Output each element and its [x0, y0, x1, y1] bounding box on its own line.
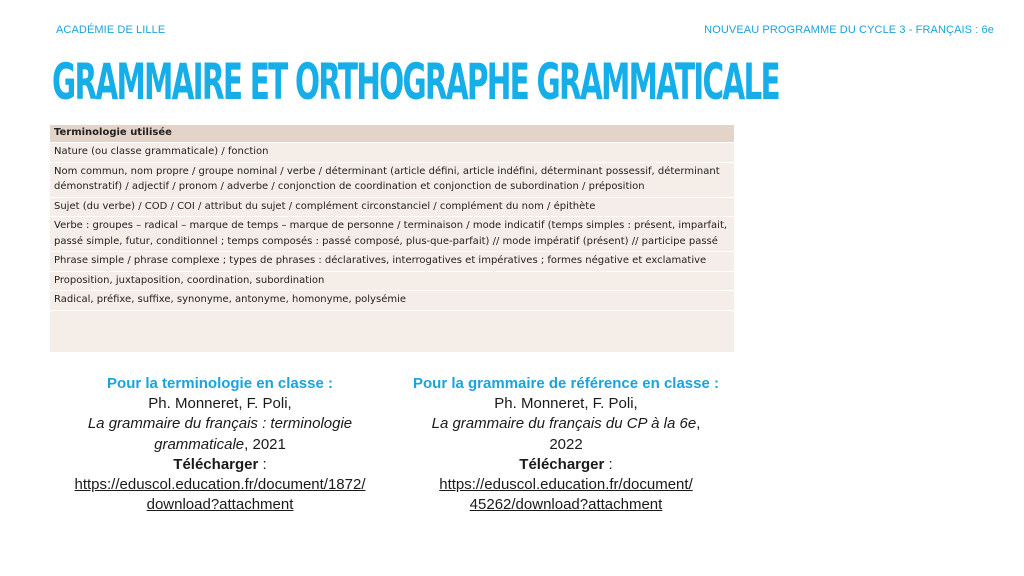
link-part[interactable]: 45262/download?attachment	[469, 496, 663, 514]
grammar-download-link[interactable]	[396, 475, 736, 515]
table-row: Sujet (du verbe) / COD / COI / attribut du sujet / complément circonstanciel / complément du nom / épithète	[50, 198, 734, 218]
download-separator: :	[604, 455, 613, 473]
table-row: Verbe : groupes – radical – marque de temps – marque de personne / terminaison / mode indicatif (temps simples : présent, imparfait, passé simple, futur, conditionnel ; temps composés : passé composé, plus-que-parfait) // mode impératif (présent) // participe passé	[50, 217, 734, 252]
table-row: Nom commun, nom propre / groupe nominal / verbe / déterminant (article défini, article indéfini, déterminant possessif, déterminant démonstratif) / adjectif / pronom / adverbe / conjonction de coordination et conjonction de subordination / préposition	[50, 163, 734, 198]
terminology-table	[50, 125, 734, 352]
table-header: Terminologie utilisée	[50, 125, 734, 143]
page-title: GRAMMAIRE ET ORTHOGRAPHE GRAMMATICALE	[52, 53, 779, 111]
reference-authors: Ph. Monneret, F. Poli,	[148, 395, 292, 413]
reference-title-line	[50, 414, 390, 454]
header-academie: ACADÉMIE DE LILLE	[56, 24, 166, 36]
reference-authors: Ph. Monneret, F. Poli,	[494, 395, 638, 413]
table-row: Nature (ou classe grammaticale) / fonction	[50, 143, 734, 163]
download-line	[50, 455, 390, 475]
terminology-download-link[interactable]	[50, 475, 390, 515]
link-part[interactable]: https://eduscol.education.fr/document/	[439, 476, 693, 494]
terminology-reference-label: Pour la terminologie en classe :	[107, 375, 333, 392]
reference-title: La grammaire du français du CP à la 6e	[431, 415, 697, 433]
link-part[interactable]: download?attachment	[146, 496, 294, 514]
terminology-reference	[50, 374, 390, 515]
header-programme: NOUVEAU PROGRAMME DU CYCLE 3 - FRANÇAIS : 6e	[704, 24, 994, 36]
reference-title: La grammaire du français : terminologie grammaticale	[87, 415, 353, 453]
reference-year: , 2021	[244, 435, 286, 453]
table-row: Phrase simple / phrase complexe ; types de phrases : déclaratives, interrogatives et impératives ; formes négative et exclamative	[50, 252, 734, 272]
download-label: Télécharger	[173, 455, 259, 473]
download-line	[396, 455, 736, 475]
reference-year-line: 2022	[549, 435, 583, 453]
reference-title-line	[396, 414, 736, 434]
grammar-reference-label: Pour la grammaire de référence en classe :	[413, 375, 719, 392]
reference-year: ,	[696, 415, 701, 433]
link-part[interactable]: https://eduscol.education.fr/document/1872/	[74, 476, 366, 494]
table-row: Proposition, juxtaposition, coordination, subordination	[50, 272, 734, 292]
download-label: Télécharger	[519, 455, 605, 473]
table-row: Radical, préfixe, suffixe, synonyme, antonyme, homonyme, polysémie	[50, 291, 734, 311]
grammar-reference	[396, 374, 736, 515]
download-separator: :	[258, 455, 267, 473]
